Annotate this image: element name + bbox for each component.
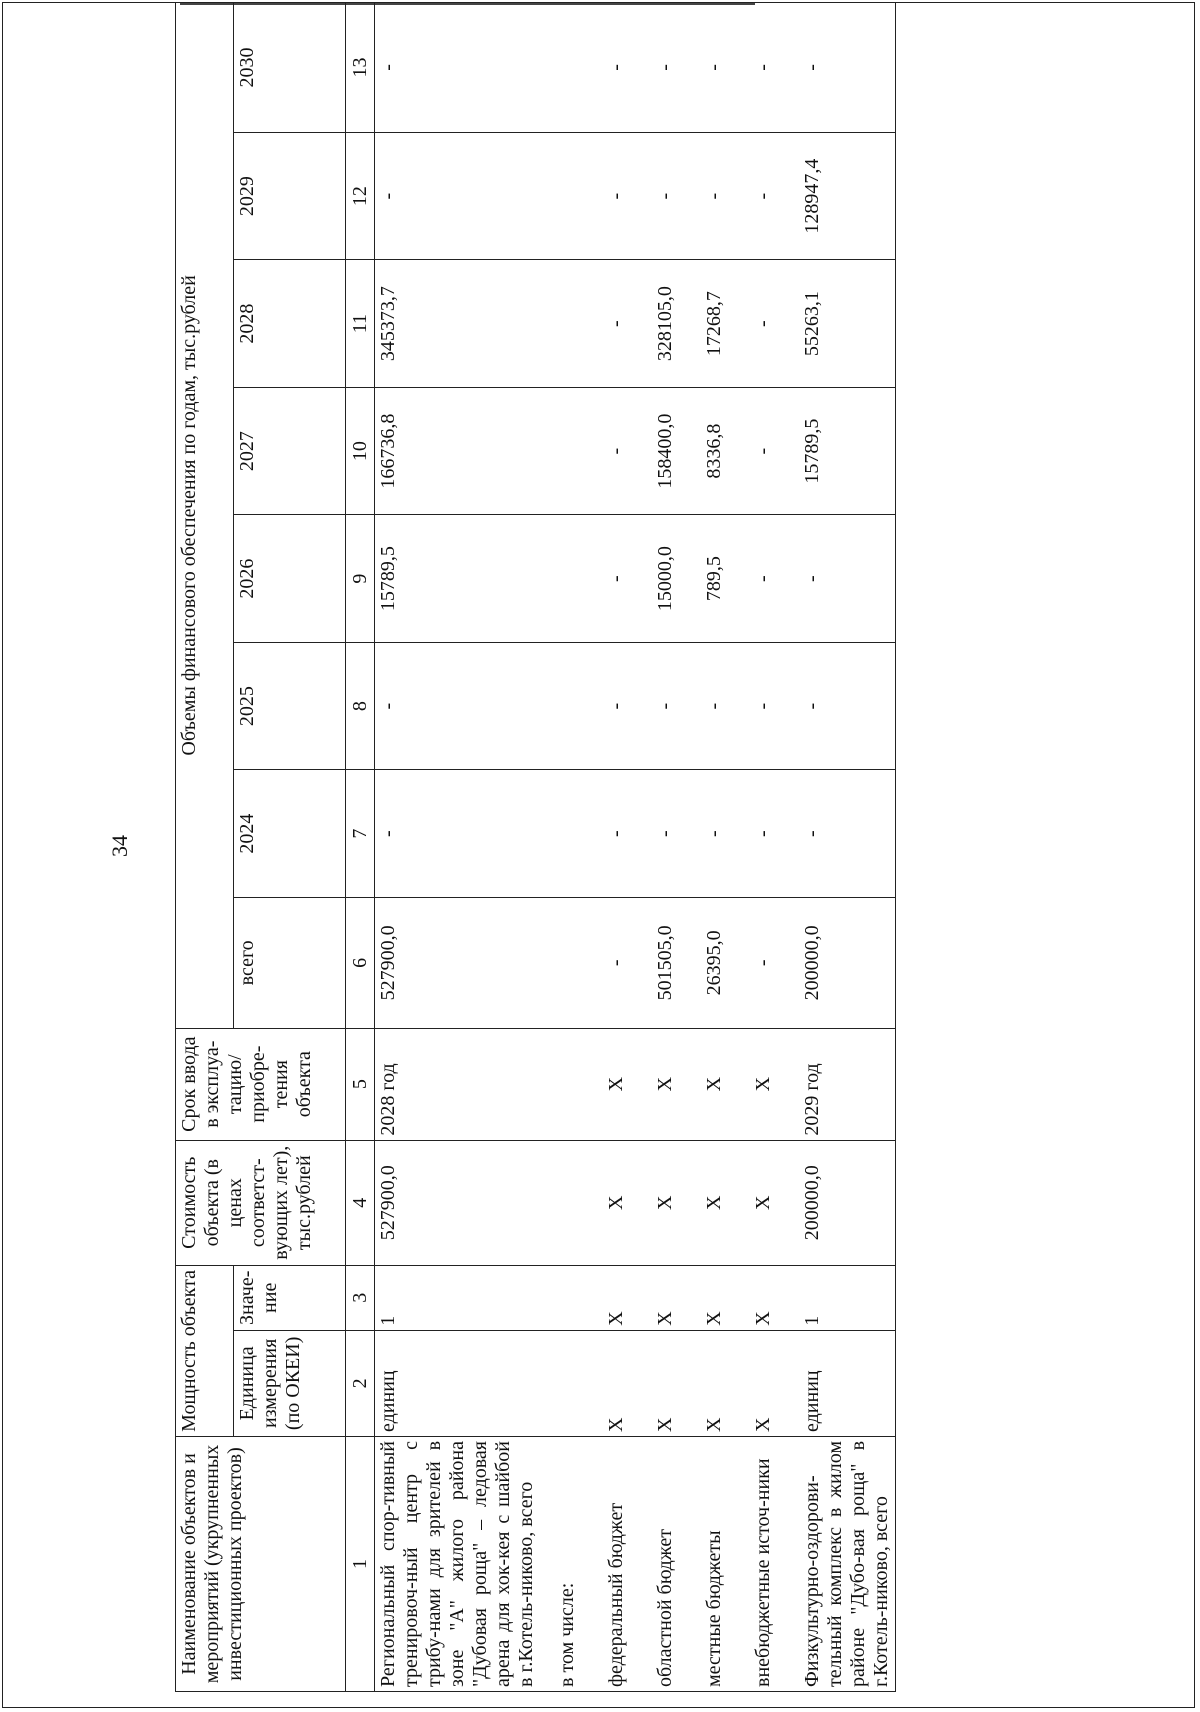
col-number: 8 [346, 642, 375, 770]
col-number: 5 [346, 1028, 375, 1140]
row-year-2026: - [750, 515, 777, 643]
row-year-2026: - [799, 515, 896, 643]
row-cost: X [701, 1140, 728, 1265]
row-year-2030: - [652, 3, 679, 133]
row-term: X [603, 1028, 630, 1140]
row-year-2024: - [375, 770, 541, 898]
row-unit: X [652, 1330, 679, 1436]
row-year-2027: 166736,8 [375, 387, 541, 515]
row-cost: X [603, 1140, 630, 1265]
row-year-2029: - [652, 132, 679, 260]
row-name: Региональный спор-тивный тренировоч-ный центр с трибу-нами для зрителей в зоне "А" жилого района "Дубовая роща" – ледовая арена для хок-кея с шайбой в г.Котель-никово, всего [375, 1436, 541, 1691]
row-year-2024: - [603, 770, 630, 898]
row-total: 527900,0 [375, 897, 541, 1028]
header-year-2026: 2026 [234, 515, 346, 643]
row-name: местные бюджеты [701, 1436, 728, 1691]
row-term: X [652, 1028, 679, 1140]
row-year-2029: - [701, 132, 728, 260]
row-name: в том числе: [540, 1436, 581, 1691]
row-year-2029: 128947,4 [799, 132, 896, 260]
row-year-2026: - [603, 515, 630, 643]
row-term: X [701, 1028, 728, 1140]
col-number: 12 [346, 132, 375, 260]
row-value: X [603, 1265, 630, 1330]
row-unit: единиц [375, 1330, 541, 1436]
row-name: федеральный бюджет [603, 1436, 630, 1691]
header-year-2028: 2028 [234, 260, 346, 388]
row-year-2025: - [750, 642, 777, 770]
header-value: Значе-ние [234, 1265, 346, 1330]
row-cost: X [652, 1140, 679, 1265]
table-row [652, 3, 679, 1692]
table-row [603, 3, 630, 1692]
row-cost: 200000,0 [799, 1140, 896, 1265]
row-year-2026: 15000,0 [652, 515, 679, 643]
row-year-2026: 789,5 [701, 515, 728, 643]
header-year-2025: 2025 [234, 642, 346, 770]
row-year-2025: - [701, 642, 728, 770]
row-year-2030: - [375, 3, 541, 133]
row-term: X [750, 1028, 777, 1140]
row-unit: X [750, 1330, 777, 1436]
row-year-2028: 55263,1 [799, 260, 896, 388]
row-year-2028: 345373,7 [375, 260, 541, 388]
row-year-2025: - [799, 642, 896, 770]
row-cost: 527900,0 [375, 1140, 541, 1265]
row-year-2025: - [652, 642, 679, 770]
row-term: 2028 год [375, 1028, 541, 1140]
row-year-2026: 15789,5 [375, 515, 541, 643]
col-number: 11 [346, 260, 375, 388]
row-name: областной бюджет [652, 1436, 679, 1691]
row-year-2029: - [375, 132, 541, 260]
row-total: 26395,0 [701, 897, 728, 1028]
row-value: X [701, 1265, 728, 1330]
row-value: X [652, 1265, 679, 1330]
row-year-2030: - [750, 3, 777, 133]
row-year-2024: - [701, 770, 728, 898]
header-funding: Объемы финансового обеспечения по годам, тыс.рублей [176, 3, 234, 1029]
row-year-2025: - [603, 642, 630, 770]
row-name: Физкультурно-оздорови-тельный комплекс в жилом районе "Дубо-вая роща" в г.Котель-никово, всего [799, 1436, 896, 1691]
table-row [375, 3, 541, 1692]
col-number: 4 [346, 1140, 375, 1265]
table-row [540, 3, 581, 1692]
row-total: - [603, 897, 630, 1028]
row-year-2029: - [603, 132, 630, 260]
row-value: 1 [799, 1265, 896, 1330]
rotated-sheet [175, 2, 1035, 1692]
financing-table [175, 2, 896, 1692]
row-year-2024: - [799, 770, 896, 898]
row-year-2029: - [750, 132, 777, 260]
header-year-2030: 2030 [234, 3, 346, 133]
col-number: 1 [346, 1436, 375, 1691]
header-total: всего [234, 897, 346, 1028]
row-unit: X [701, 1330, 728, 1436]
row-value: 1 [375, 1265, 541, 1330]
row-year-2027: 158400,0 [652, 387, 679, 515]
header-year-2029: 2029 [234, 132, 346, 260]
header-unit: Единица измерения (по ОКЕИ) [234, 1330, 346, 1436]
col-number: 10 [346, 387, 375, 515]
row-cost: X [750, 1140, 777, 1265]
row-value: X [750, 1265, 777, 1330]
row-unit: единиц [799, 1330, 896, 1436]
row-year-2028: - [603, 260, 630, 388]
row-year-2024: - [750, 770, 777, 898]
table-row [701, 3, 728, 1692]
page-number: 34 [107, 835, 132, 857]
row-year-2028: - [750, 260, 777, 388]
row-year-2028: 17268,7 [701, 260, 728, 388]
row-total: - [750, 897, 777, 1028]
header-capacity: Мощность объекта [176, 1265, 234, 1436]
col-number: 6 [346, 897, 375, 1028]
col-number: 9 [346, 515, 375, 643]
row-year-2030: - [603, 3, 630, 133]
row-year-2028: 328105,0 [652, 260, 679, 388]
header-year-2024: 2024 [234, 770, 346, 898]
row-year-2027: 8336,8 [701, 387, 728, 515]
row-term: 2029 год [799, 1028, 896, 1140]
header-name: Наименование объектов и мероприятий (укрупненных инвестиционных проектов) [176, 1436, 346, 1691]
col-number: 7 [346, 770, 375, 898]
row-year-2030: - [701, 3, 728, 133]
header-cost: Стоимость объекта (в ценах соответст-вующих лет), тыс.рублей [176, 1140, 346, 1265]
row-total: 501505,0 [652, 897, 679, 1028]
row-year-2027: - [603, 387, 630, 515]
row-year-2027: - [750, 387, 777, 515]
col-number: 13 [346, 3, 375, 133]
col-number: 3 [346, 1265, 375, 1330]
row-unit: X [603, 1330, 630, 1436]
table-row [750, 3, 777, 1692]
row-name: внебюджетные источ-ники [750, 1436, 777, 1691]
table-row [799, 3, 896, 1692]
row-year-2027: 15789,5 [799, 387, 896, 515]
row-year-2024: - [652, 770, 679, 898]
row-total: 200000,0 [799, 897, 896, 1028]
row-year-2025: - [375, 642, 541, 770]
header-year-2027: 2027 [234, 387, 346, 515]
header-term: Срок ввода в эксплуа-тацию/ приобре-тения объекта [176, 1028, 346, 1140]
col-number: 2 [346, 1330, 375, 1436]
row-year-2030: - [799, 3, 896, 133]
